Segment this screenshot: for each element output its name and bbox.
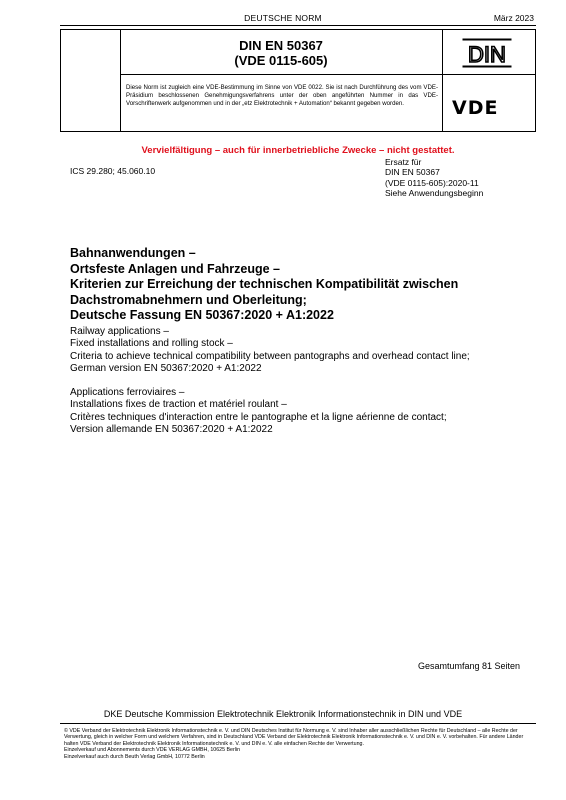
standard-number-line2: (VDE 0115-605)	[234, 53, 328, 68]
title-french-line4: Version allemande EN 50367:2020 + A1:2022	[70, 424, 273, 436]
din-logo	[462, 38, 512, 68]
title-english-line2: Fixed installations and rolling stock –	[70, 338, 233, 350]
title-german-line1: Bahnanwendungen –	[70, 246, 196, 260]
vde-notice: Diese Norm ist zugleich eine VDE-Bestimmung im Sinne von VDE 0022. Sie ist nach Durchführung des vom VDE-Präsidium beschlossenen Genehmigungsverfahrens unter der oben angeführten Nummer in das VDE-Vorschriftenwerk aufgenommen und in der „etz Elektrotechnik + Automation“ bekannt gegeben worden.	[126, 84, 438, 108]
total-pages: Gesamtumfang 81 Seiten	[417, 661, 520, 671]
title-block-logo-divider	[442, 29, 443, 132]
footer-copyright: © VDE Verband der Elektrotechnik Elektronik Informationstechnik e. V. und DIN Deutsches Institut für Normung e. V. sind Inhaber aller ausschließlichen Rechte für Deutschland – alle Rechte der Verwertung, gleich in welcher Form und welchem Verfahren, sind in Deutschland VDE Verband der Elektrotechnik Elektronik Informationstechnik e. V. und DIN e. V. vorbehalten. Für andere Länder halten VDE Verband der Elektrotechnik Elektronik Informationstechnik e. V. und DIN e. V. alle einfachen Rechte der Verwertung.	[64, 728, 524, 747]
publication-date: März 2023	[493, 13, 534, 23]
replacement-line1: Ersatz für	[385, 157, 422, 167]
vde-logo: VDE	[452, 97, 499, 119]
standard-number-line1: DIN EN 50367	[239, 38, 323, 53]
replacement-line3: (VDE 0115-605):2020-11	[385, 177, 479, 188]
title-french-line2: Installations fixes de traction et matériel roulant –	[70, 399, 287, 411]
title-german-line5: Deutsche Fassung EN 50367:2020 + A1:2022	[70, 308, 334, 322]
footer-divider	[60, 723, 536, 724]
standard-type-label: DEUTSCHE NORM	[244, 13, 322, 23]
title-english-line3: Criteria to achieve technical compatibility between pantographs and overhead contact line;	[70, 350, 470, 362]
standard-number	[120, 38, 442, 68]
header-divider	[60, 25, 536, 26]
title-english-line4: German version EN 50367:2020 + A1:2022	[70, 363, 262, 375]
title-german-line2: Ortsfeste Anlagen und Fahrzeuge –	[70, 261, 280, 276]
din-logo-text: DIN	[468, 42, 506, 67]
title-french	[70, 387, 447, 437]
title-german	[70, 246, 458, 324]
ics-code: ICS 29.280; 45.060.10	[70, 166, 156, 176]
replacement-info	[385, 157, 483, 198]
title-english-line1: Railway applications –	[70, 326, 169, 337]
title-english	[70, 326, 470, 376]
reproduction-notice: Vervielfältigung – auch für innerbetriebliche Zwecke – nicht gestattet.	[141, 145, 455, 156]
footer-legal	[64, 728, 532, 760]
title-german-line3: Kriterien zur Erreichung der technischen Kompatibilität zwischen	[70, 277, 459, 291]
replacement-line2: DIN EN 50367	[385, 167, 440, 178]
title-block-row-divider	[120, 74, 536, 75]
title-german-line4: Dachstromabnehmern und Oberleitung;	[70, 292, 307, 307]
title-french-line1: Applications ferroviaires –	[70, 387, 185, 398]
footer-sales-vde: Einzelverkauf und Abonnements durch VDE VERLAG GMBH, 10625 Berlin	[64, 747, 241, 754]
replacement-line4: Siehe Anwendungsbeginn	[385, 187, 484, 198]
footer-sales-beuth: Einzelverkauf auch durch Beuth Verlag GmbH, 10772 Berlin	[64, 753, 205, 760]
title-french-line3: Critères techniques d'interaction entre le pantographe et la ligne aérienne de contact;	[70, 411, 447, 423]
committee-line: DKE Deutsche Kommission Elektrotechnik Elektronik Informationstechnik in DIN und VDE	[103, 709, 463, 719]
